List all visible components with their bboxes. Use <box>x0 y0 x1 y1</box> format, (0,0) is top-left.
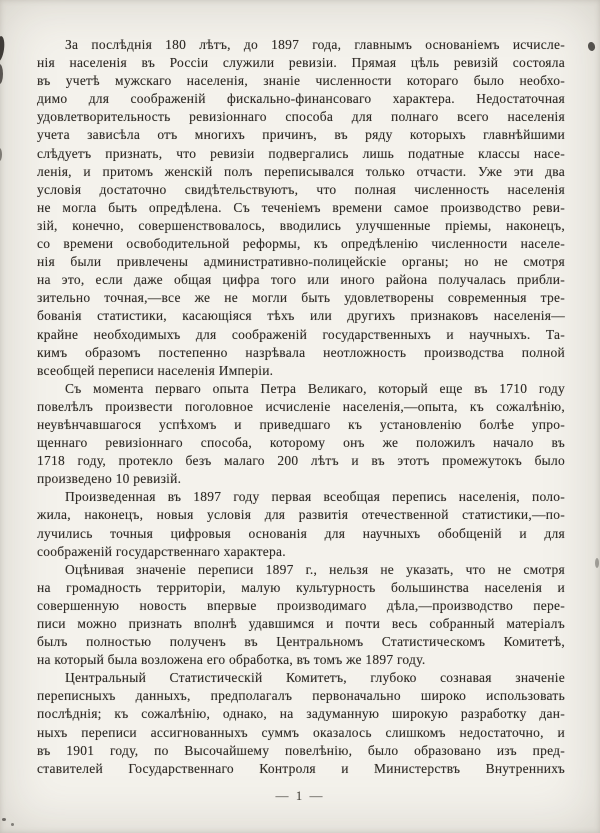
text-line: нія были привлечены административно-полицейскіе органы; но не смотря <box>37 254 565 270</box>
text-line: совершенную новость впервые производимаго дѣла,—производство пере- <box>37 597 565 613</box>
text-line: Съ момента перваго опыта Петра Великаго, который еще въ 1710 году <box>65 380 565 396</box>
text-line: на который была возложена его обработка, въ томъ же 1897 году. <box>37 652 426 668</box>
text-line: учета зависѣла отъ многихъ причинъ, въ ряду которыхъ главнѣйшими <box>37 127 565 143</box>
text-line: нія населенія въ Россіи служили ревизіи. Прямая цѣль ревизій состояла <box>37 55 565 71</box>
text-line: переписныхъ данныхъ, предполагалъ первоначально широко использовать <box>37 688 565 704</box>
text-line: писи можно признать вполнѣ удавшимся и почти весь собранный матеріалъ <box>37 616 565 631</box>
body-text <box>37 36 565 778</box>
text-line: въ 1901 году, по Высочайшему повелѣнію, было образовано изъ пред- <box>37 742 565 758</box>
text-line: соображеній государственнаго характера. <box>37 543 286 559</box>
text-line: условія достаточно свидѣтельствуютъ, что полная численность населенія <box>37 181 565 197</box>
text-line: бованія статистики, касающіяся тѣхъ или другихъ признаковъ населенія— <box>37 308 565 324</box>
text-line: со времени освободительной реформы, къ опредѣленію численности населе- <box>37 236 565 252</box>
text-line: жила, наконецъ, новыя условія для развитія отечественной статистики,—по- <box>37 507 565 523</box>
text-line: на громадность территоріи, малую культурность большинства населенія и <box>37 579 565 595</box>
text-line: димо для соображеній фискально-финансоваго характера. Недостаточная <box>37 91 565 107</box>
text-line: былъ полностью полученъ въ Центральномъ Статистическомъ Комитетѣ, <box>37 634 565 650</box>
text-line: За послѣднія 180 лѣтъ, до 1897 года, главнымъ основаніемъ исчисле- <box>65 37 565 52</box>
text-line: лучились точныя цифровыя основанія для научныхъ обобщеній и для <box>37 525 565 541</box>
text-line: послѣднія; къ сожалѣнію, однако, на задуманную широкую разработку дан- <box>37 706 565 722</box>
text-line: 1718 году, протекло безъ малаго 200 лѣтъ и въ этотъ промежутокъ было <box>37 453 565 469</box>
text-line: въ учетѣ мужскаго населенія, знаніе численности котораго было необхо- <box>37 73 565 89</box>
text-line: Центральный Статистическій Комитетъ, глубоко сознавая значеніе <box>65 670 565 686</box>
text-line: слѣдуетъ признать, что ревизіи подвергались лишь податные классы насе- <box>37 145 565 161</box>
text-line: зій, конечно, совершенствовалось, вводились улучшенные пріемы, наконецъ, <box>37 217 565 233</box>
text-line: ставителей Государственнаго Контроля и Министерствъ Внутреннихъ <box>37 760 565 776</box>
paragraph <box>37 380 565 489</box>
text-line: неувѣнчавшагося успѣхомъ и приведшаго къ установленію болѣе упро- <box>37 416 565 432</box>
text-line: зительно точная,—все же не могли быть удовлетворены современныя тре- <box>37 290 565 306</box>
text-line: Оцѣнивая значеніе переписи 1897 г., нельзя не указать, что не смотря <box>65 561 565 577</box>
paragraph <box>37 669 565 778</box>
page-number: — 1 — <box>275 788 325 803</box>
scan-smudge <box>587 41 596 52</box>
text-line: щеннаго ревизіоннаго способа, которому онъ же положилъ начало въ <box>37 435 565 451</box>
text-line: произведено 10 ревизій. <box>37 471 182 487</box>
text-line: на это, если даже общая цифра того или иного района получалась прибли- <box>37 272 565 288</box>
text-line: Произведенная въ 1897 году первая всеобщая перепись населенія, поло- <box>65 489 565 505</box>
text-line: удовлетворительность ревизіоннаго способа для полнаго всего населенія <box>37 109 565 125</box>
text-line: ныхъ переписи ассигнованныхъ суммъ оказалось слишкомъ недостаточно, и <box>37 724 565 740</box>
paragraph <box>37 561 565 670</box>
scan-smudge <box>595 558 599 568</box>
text-line: повелѣлъ произвести поголовное исчисленіе населенія,—опыта, къ сожалѣнію, <box>37 398 565 414</box>
scan-smudge <box>0 36 6 63</box>
text-line: кимъ образомъ постепенно назрѣвала неотложность производства полной <box>37 344 565 360</box>
scan-smudge <box>2 818 6 821</box>
scan-smudge <box>11 823 14 826</box>
paragraph <box>37 488 565 560</box>
paragraph <box>37 36 565 380</box>
text-line: крайне необходимыхъ для соображеній государственныхъ и научныхъ. Та- <box>37 326 565 342</box>
scan-smudge <box>0 148 2 161</box>
text-line: всеобщей переписи населенія Имперіи. <box>37 362 274 378</box>
scan-smudge <box>0 64 3 84</box>
text-line: не могла быть опредѣлена. Съ теченіемъ времени самое производство реви- <box>37 199 565 215</box>
text-line: ленія, и притомъ женскій полъ переписывался только отчасти. Уже эти два <box>37 163 565 179</box>
